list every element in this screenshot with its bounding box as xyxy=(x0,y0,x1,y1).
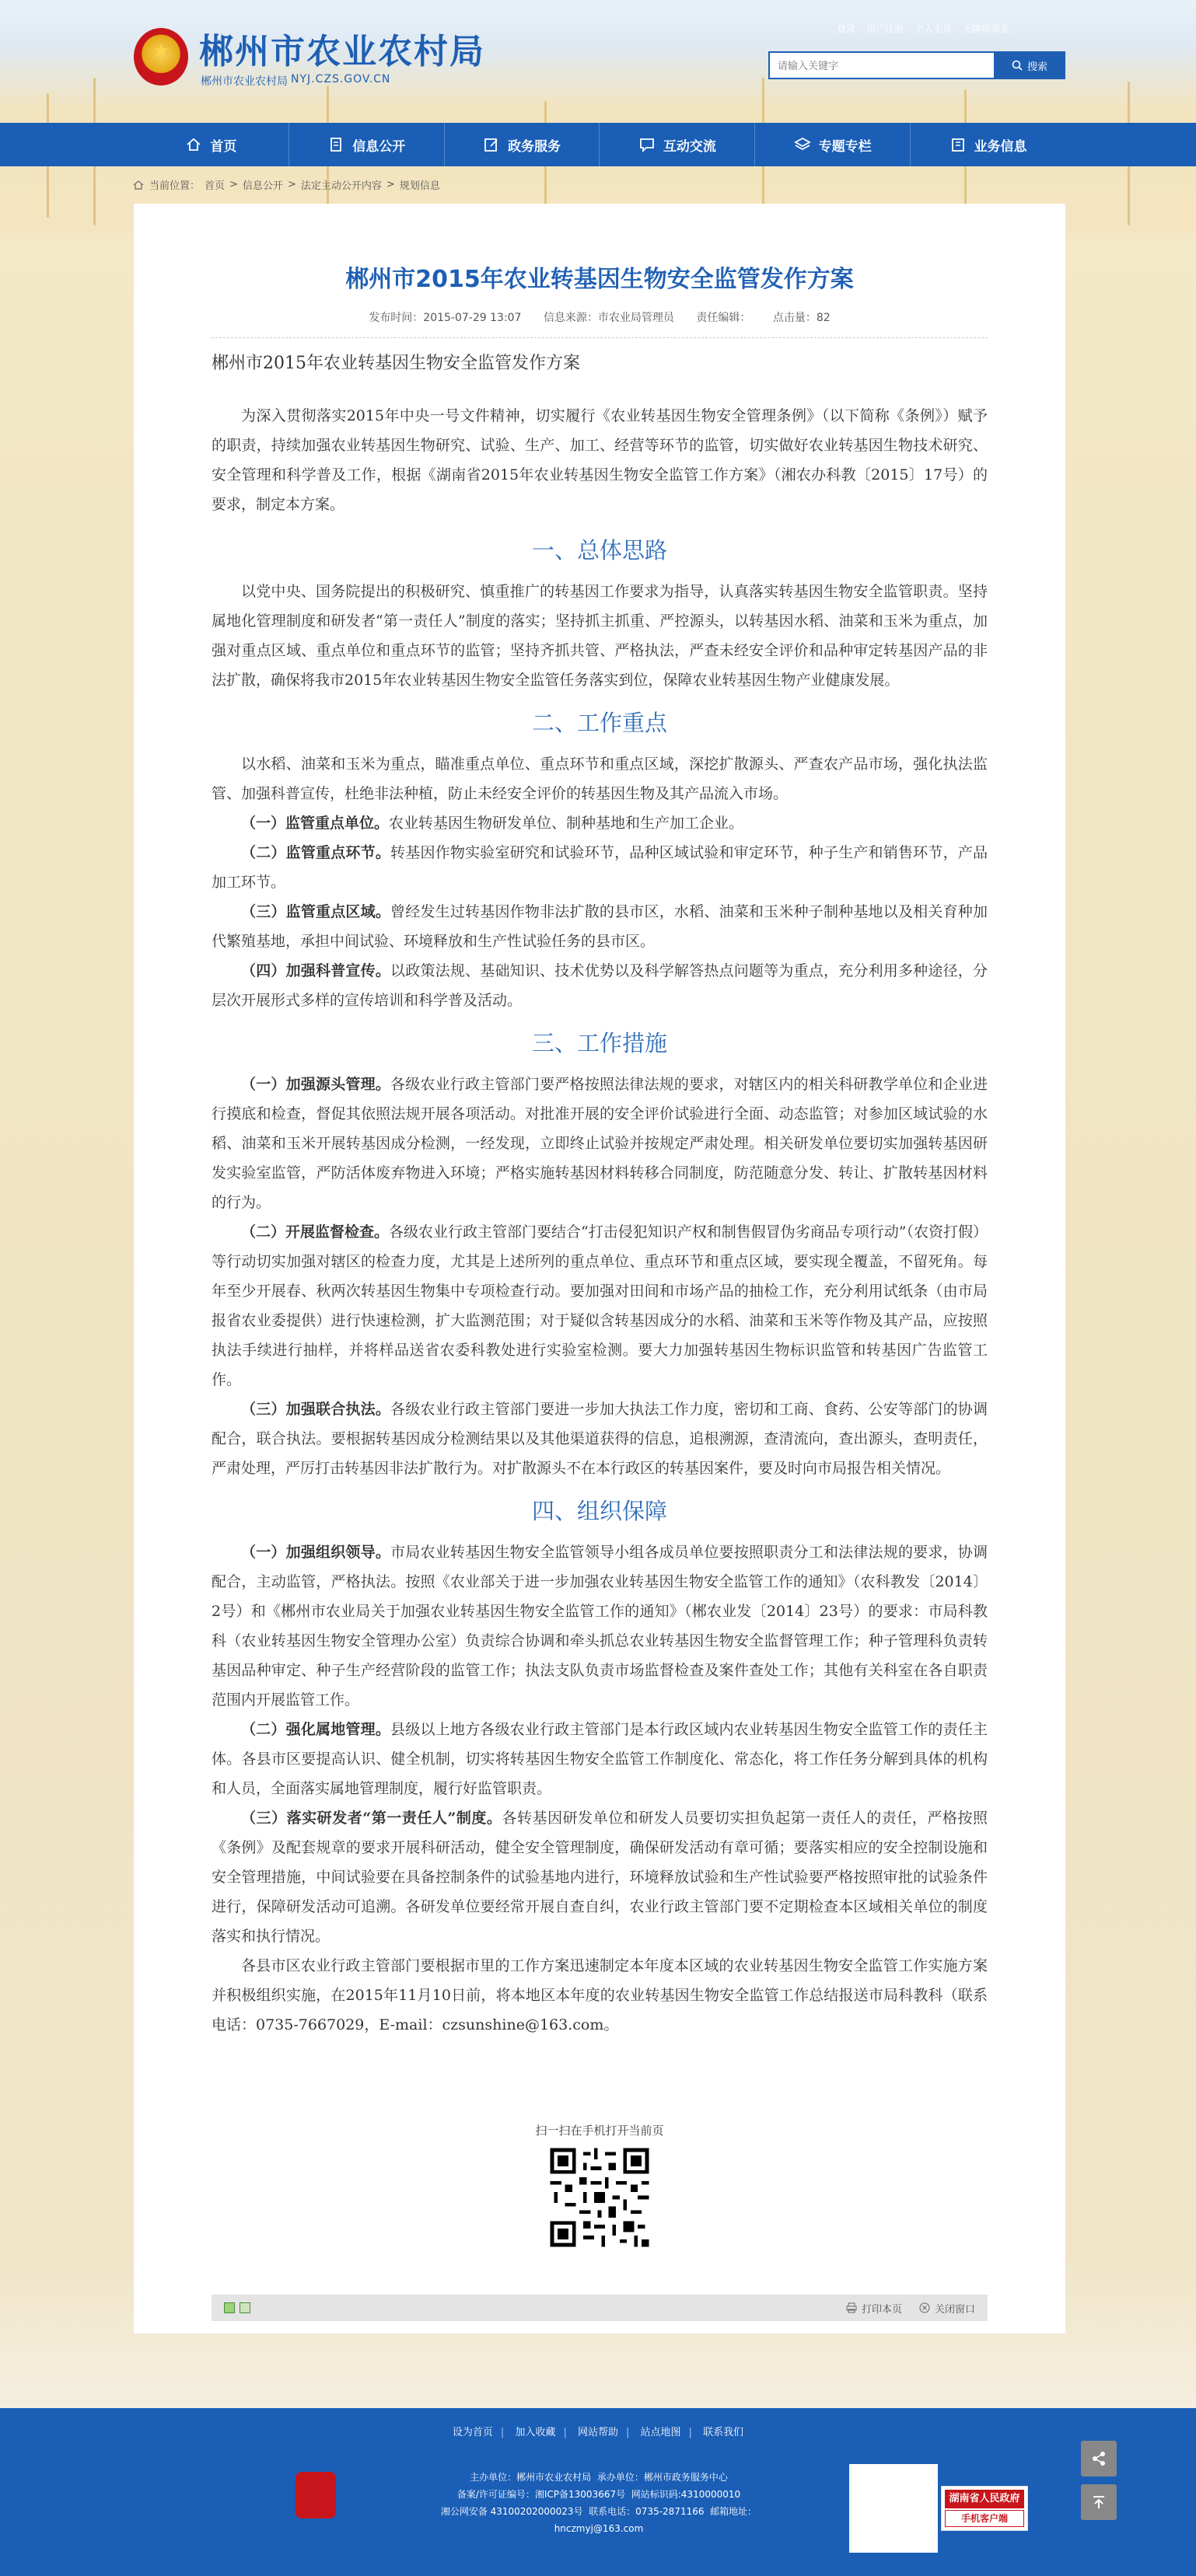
footer-link-sitemap[interactable]: 站点地图 xyxy=(640,2427,681,2438)
item-lead: （三）落实研发者“第一责任人”制度。 xyxy=(241,1810,502,1827)
nav-item-topics[interactable] xyxy=(755,123,911,166)
nav-item-gov-service[interactable] xyxy=(445,123,600,166)
item-text: 曾经发生过转基因作物非法扩散的县市区，水稻、油菜和玉米种子制种基地以及相关育种加代繁殖基地，承担中间试验、环境释放和生产性试验任务的县市区。 xyxy=(212,903,988,950)
register-link[interactable]: 用户注册 xyxy=(866,23,904,34)
nav-label: 专题专栏 xyxy=(818,138,872,155)
paragraph: 为深入贯彻落实2015年中央一号文件精神，切实履行《农业转基因生物安全管理条例》（以下简称《条例》）赋予的职责，持续加强农业转基因生物研究、试验、生产、加工、经营等环节的监管，切实做好农业转基因生物技术研究、安全管理和科学普及工作，根据《湖南省2015年农业转基因生物安全监管工作方案》（湘农办科教〔2015〕17号）的要求，制定本方案。 xyxy=(212,407,988,513)
building-icon xyxy=(949,136,967,153)
item-text: 农业转基因生物研发单位、制种基地和生产加工企业。 xyxy=(389,815,744,832)
section-heading: 四、组织保障 xyxy=(531,1498,667,1524)
item-lead: （三）加强联合执法。 xyxy=(241,1401,391,1418)
breadcrumb-item-home[interactable]: 首页 xyxy=(205,180,226,192)
footer-link-favorite[interactable]: 加入收藏 xyxy=(515,2427,556,2438)
footer-links: 设为首页 | 加入收藏 | 网站帮助 | 站点地图 | 联系我们 xyxy=(452,2427,744,2438)
arrow-up-icon xyxy=(1090,2494,1107,2511)
personal-home-link[interactable]: 个人主页 xyxy=(914,23,953,34)
view-count: 点击量：82 xyxy=(772,312,831,324)
footer-icp[interactable]: 备案/许可证编号：湘ICP备13003667号 xyxy=(456,2489,626,2500)
share-icon xyxy=(1090,2450,1107,2467)
back-to-top-button[interactable] xyxy=(1081,2484,1117,2520)
accessibility-link[interactable]: 无障碍浏览 xyxy=(963,23,1010,34)
paragraph xyxy=(212,897,988,956)
main-nav xyxy=(0,123,1196,166)
top-links xyxy=(837,22,1009,35)
item-lead: （一）加强源头管理。 xyxy=(241,1076,391,1093)
item-text: 县级以上地方各级农业行政主管部门是本行政区域内农业转基因生物安全监管工作的责任主体。各县市区要提高认识、健全机制，切实将转基因生物安全监管工作制度化、常态化，将工作任务分解到具体的机构和人员，全面落实属地管理制度，履行好监管职责。 xyxy=(212,1721,988,1797)
section-heading: 一、总体思路 xyxy=(531,537,667,564)
close-label: 关闭窗口 xyxy=(934,2303,975,2316)
doc-heading: 郴州市2015年农业转基因生物安全监管发作方案 xyxy=(212,354,580,373)
qr-section xyxy=(212,2122,988,2253)
editor: 责任编辑： xyxy=(696,312,751,324)
item-text: 转基因作物实验室研究和试验环节，品种区域试验和审定环节，种子生产和销售环节，产品加工环节。 xyxy=(212,844,988,891)
breadcrumb: 当前位置： 首页 > 信息公开 > 法定主动公开内容 > 规划信息 xyxy=(132,177,440,192)
footer-link-contact[interactable]: 联系我们 xyxy=(703,2427,744,2438)
paragraph xyxy=(212,956,988,1015)
item-text: 市局农业转基因生物安全监管领导小组各成员单位要按照职责分工和法律法规的要求，协调配合，主动监管，严格执法。按照《农业部关于进一步加强农业转基因生物安全监管工作的通知》（农科教发〔2014〕2号）和《郴州市农业局关于加强农业转基因生物安全监管工作的通知》（郴农业发〔2014〕23号）的要求：市局科教科（农业转基因生物安全管理办公室）负责综合协调和牵头抓总农业转基因生物安全监督管理工作；种子管理科负责转基因品种审定、种子生产经营阶段的监管工作；执法支队负责市场监督检查及案件查处工作；其他有关科室在各自职责范围内开展监管工作。 xyxy=(212,1544,988,1709)
printer-icon xyxy=(846,2302,857,2313)
national-emblem-icon xyxy=(134,28,188,86)
info-source: 信息来源：市农业局管理员 xyxy=(543,312,674,324)
nav-label: 信息公开 xyxy=(352,138,406,155)
share-icons xyxy=(224,2302,250,2313)
search-bar xyxy=(768,51,1065,79)
paragraph: 以水稻、油菜和玉米为重点，瞄准重点单位、重点环节和重点区域，深挖扩散源头、严查农产品市场，强化执法监管、加强科普宣传，杜绝非法种植，防止未经安全评价的转基因生物及其产品流入市场。 xyxy=(212,756,988,802)
nav-item-info-public[interactable] xyxy=(289,123,445,166)
footer-email[interactable]: hnczmyj@163.com xyxy=(554,2523,644,2534)
publish-time: 发布时间：2015-07-29 13:07 xyxy=(369,312,522,324)
nav-label: 政务服务 xyxy=(508,138,561,155)
article-panel xyxy=(134,204,1065,2333)
nav-item-interaction[interactable] xyxy=(600,123,755,166)
breadcrumb-item-planning[interactable]: 规划信息 xyxy=(399,180,440,192)
print-label: 打印本页 xyxy=(861,2303,902,2316)
site-subtitle: 郴州市农业农村局 xyxy=(201,75,288,88)
item-text: 各级农业行政主管部门要结合“打击侵犯知识产权和制售假冒伪劣商品专项行动”（农资打假）等行动切实加强对辖区的检查力度，尤其是上述所列的重点单位、重点环节和重点区域，要实现全覆盖，不留死角。每年至少开展春、秋两次转基因生物集中专项检查行动。要加强对田间和市场产品的抽检工作，充分利用试纸条（由市局报省农业委提供）进行快速检测，扩大监测范围；对于疑似含转基因成分的水稻、油菜和玉米等作物及其产品，应按照执法手续进行抽样，并将样品送省农委科教处进行实验室检测。要大力加强转基因生物标识监管和转基因广告监管工作。 xyxy=(212,1223,988,1388)
gov-badge-subtitle: 手机客户端 xyxy=(945,2510,1024,2527)
article-body xyxy=(212,348,988,2040)
search-input[interactable] xyxy=(768,51,994,79)
item-lead: （四）加强科普宣传。 xyxy=(241,962,391,979)
nav-label: 互动交流 xyxy=(663,138,716,155)
weibo-share-icon[interactable] xyxy=(240,2302,250,2313)
paragraph xyxy=(212,838,988,897)
breadcrumb-item-info-public[interactable]: 信息公开 xyxy=(242,180,283,192)
paragraph xyxy=(212,1070,988,1217)
search-icon xyxy=(1012,60,1023,71)
site-title[interactable]: 郴州市农业农村局 xyxy=(199,32,485,72)
paragraph: 以党中央、国务院提出的积极研究、慎重推广的转基因工作要求为指导，认真落实转基因生物安全监管职责。坚持属地化管理制度和研发者“第一责任人”制度的落实；坚持抓主抓重、严控源头，以转基因水稻、油菜和玉米为重点，加强对重点区域、重点单位和重点环节的监管；坚持齐抓共管、严格执法，严查未经安全评价和品种审定转基因产品的非法扩散，确保将我市2015年农业转基因生物安全监管任务落实到位，保障农业转基因生物产业健康发展。 xyxy=(212,583,988,689)
chat-icon xyxy=(638,136,656,153)
article-toolbar xyxy=(212,2295,988,2321)
hunan-gov-app-badge[interactable] xyxy=(941,2486,1028,2531)
document-icon xyxy=(327,136,344,153)
layers-icon xyxy=(794,136,811,153)
paragraph xyxy=(212,1217,988,1394)
wechat-share-icon[interactable] xyxy=(224,2302,235,2313)
qr-caption: 扫一扫在手机打开当前页 xyxy=(535,2124,664,2138)
paragraph xyxy=(212,808,988,838)
footer-phone: 联系电话：0735-2871166 xyxy=(589,2506,705,2517)
item-text: 以政策法规、基础知识、技术优势以及科学解答热点问题等为重点，充分利用多种途径，分层次开展形式多样的宣传培训和科学普及活动。 xyxy=(212,962,988,1009)
divider xyxy=(212,337,988,338)
breadcrumb-item-statutory[interactable]: 法定主动公开内容 xyxy=(300,180,382,192)
close-icon xyxy=(919,2302,930,2313)
search-button[interactable] xyxy=(994,51,1065,79)
footer-qr-code-icon xyxy=(849,2464,938,2553)
footer-organizer: 承办单位：郴州市政务服务中心 xyxy=(596,2472,728,2483)
paragraph: 各县市区农业行政主管部门要根据市里的工作方案迅速制定本年度本区域的农业转基因生物安全监管工作实施方案并积极组织实施，在2015年11月10日前，将本地区本年度的农业转基因生物安全监管工作总结报送市局科教科（联系电话：0735-7667029，E-mail：czsunshine@163.com。 xyxy=(212,1957,988,2033)
footer-link-set-home[interactable]: 设为首页 xyxy=(452,2427,493,2438)
home-icon xyxy=(132,179,145,191)
site-header xyxy=(0,0,1196,123)
article-title: 郴州市2015年农业转基因生物安全监管发作方案 xyxy=(345,266,854,293)
breadcrumb-prefix: 当前位置： xyxy=(149,180,201,192)
close-button[interactable] xyxy=(919,2301,975,2316)
article-meta xyxy=(134,309,1065,325)
paragraph xyxy=(212,1803,988,1951)
section-heading: 三、工作措施 xyxy=(531,1030,667,1056)
footer-email-label: 邮箱地址： xyxy=(710,2506,757,2517)
paragraph xyxy=(212,1538,988,1715)
item-lead: （二）监管重点环节。 xyxy=(241,844,391,861)
nav-label: 业务信息 xyxy=(974,138,1027,155)
footer-sponsor: 主办单位：郴州市农业农村局 xyxy=(470,2472,592,2483)
login-link[interactable]: 登录 xyxy=(837,23,856,34)
footer-site-code: 网站标识码:4310000010 xyxy=(631,2489,741,2500)
search-button-label: 搜索 xyxy=(1026,60,1047,72)
paragraph xyxy=(212,1394,988,1483)
section-heading: 二、工作重点 xyxy=(531,710,667,736)
item-lead: （一）监管重点单位。 xyxy=(241,815,390,832)
nav-label: 首页 xyxy=(210,138,237,155)
home-icon xyxy=(185,136,202,153)
gov-badge-title: 湖南省人民政府 xyxy=(945,2490,1024,2508)
qr-code-icon xyxy=(547,2145,652,2250)
footer-info xyxy=(404,2469,793,2537)
nav-item-home[interactable] xyxy=(134,123,289,166)
site-domain: NYJ.CZS.GOV.CN xyxy=(291,73,391,86)
item-lead: （三）监管重点区域。 xyxy=(241,903,391,920)
item-text: 各级农业行政主管部门要进一步加大执法工作力度，密切和工商、食药、公安等部门的协调配合，联合执法。要根据转基因成分检测结果以及其他渠道获得的信息，追根溯源，查清流向，查出源头，查明责任，严肃处理，严厉打击转基因非法扩散行为。对扩散源头不在本行政区的转基因案件，要及时向市局报告相关情况。 xyxy=(212,1401,988,1477)
item-lead: （一）加强组织领导。 xyxy=(241,1544,391,1561)
print-button[interactable] xyxy=(846,2301,902,2316)
item-lead: （二）强化属地管理。 xyxy=(241,1721,391,1738)
nav-item-business-info[interactable] xyxy=(911,123,1065,166)
item-text: 各级农业行政主管部门要严格按照法律法规的要求，对辖区内的相关科研教学单位和企业进行摸底和检查，督促其依照法规开展各项活动。对批准开展的安全评价试验进行全面、动态监管；对参加区域试验的水稻、油菜和玉米开展转基因成分检测，一经发现，立即终止试验并按规定严肃处理。相关研发单位要切实加强转基因研发实验室监管，严防活体废弃物进入环境；严格实施转基因材料转移合同制度，防范随意分发、转让、扩散转基因材料的行为。 xyxy=(212,1076,988,1211)
party-gov-badge-icon[interactable] xyxy=(296,2472,336,2518)
edit-icon xyxy=(483,136,500,153)
footer-link-help[interactable]: 网站帮助 xyxy=(577,2427,618,2438)
share-button[interactable] xyxy=(1081,2441,1117,2477)
item-lead: （二）开展监督检查。 xyxy=(241,1223,390,1241)
footer-police[interactable]: 湘公网安备 43100202000023号 xyxy=(440,2506,583,2517)
item-text: 各转基因研发单位和研发人员要切实担负起第一责任人的责任，严格按照《条例》及配套规章的要求开展科研活动，健全安全管理制度，确保研发活动有章可循；要落实相应的安全控制设施和安全管理措施，中间试验要在具备控制条件的试验基地内进行，环境释放试验和生产性试验要严格按照审批的试验条件进行，保障研发活动可追溯。各研发单位要经常开展自查自纠，农业行政主管部门要不定期检查本区域相关单位的制度落实和执行情况。 xyxy=(212,1810,988,1945)
paragraph xyxy=(212,1715,988,1803)
site-footer xyxy=(0,2408,1196,2576)
